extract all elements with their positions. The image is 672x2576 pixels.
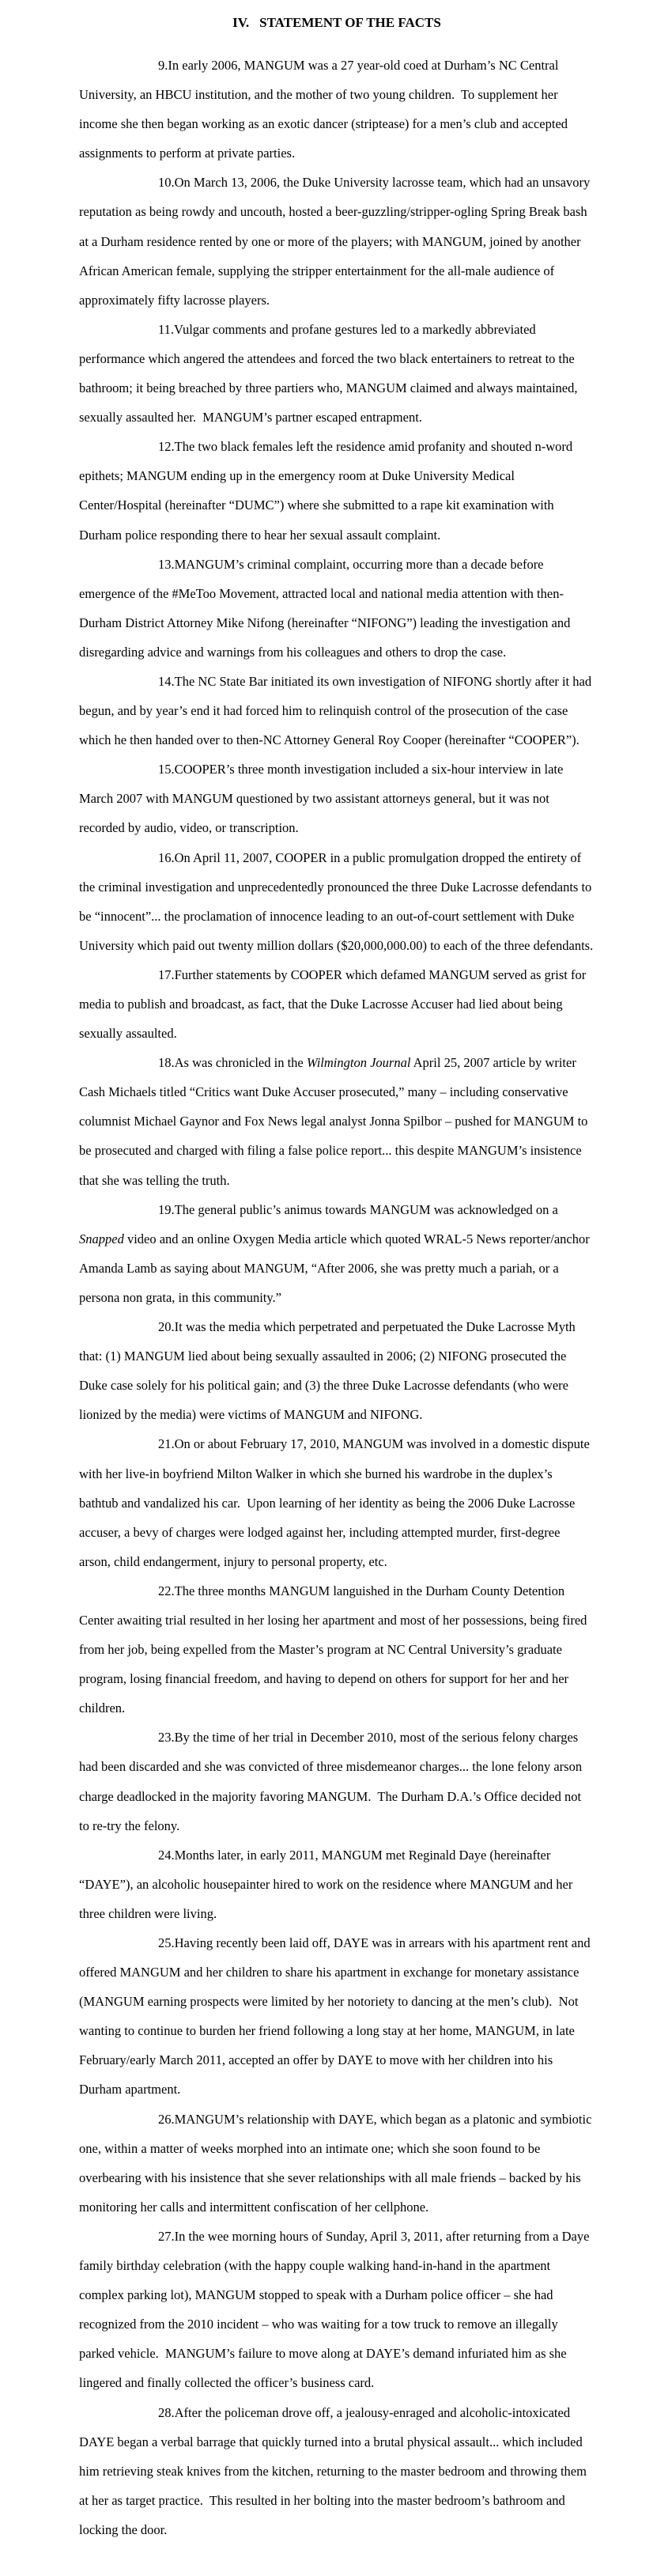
paragraph <box>79 1195 595 1312</box>
text-run: On April 11, 2007, COOPER in a public promulgation dropped the entirety of the criminal investigation and unprecedentedly pronounced the three Duke Lacrosse defendants to be “innocent”... the proclamation of innocence leading to an out-of-court settlement with Duke University which paid out twenty million dollars ($20,000,000.00) to each of the three defendants. <box>79 849 595 953</box>
paragraph-text <box>79 1935 594 2097</box>
text-run: By the time of her trial in December 2010, most of the serious felony charges had been discarded and she was convicted of three misdemeanor charges... the lone felony arson charge deadlocked in the majority favoring MANGUM. The Durham D.A.’s Office decided not to re-try the felony. <box>79 1730 586 1833</box>
text-run: The general public’s animus towards MANGUM was acknowledged on a <box>174 1201 562 1217</box>
text-run: Further statements by COOPER which defamed MANGUM served as grist for media to publish and broadcast, as fact, that the Duke Lacrosse Accuser had lied about being sexually assaulted. <box>79 966 590 1042</box>
italic-text-run: Wilmington Journal <box>306 1055 411 1071</box>
paragraph <box>79 843 595 960</box>
paragraph-number: 16. <box>158 849 175 865</box>
paragraph <box>79 1429 595 1575</box>
paragraph <box>79 1840 595 1928</box>
heading-title: STATEMENT OF THE FACTS <box>259 15 441 30</box>
paragraph <box>79 315 595 432</box>
text-run: Vulgar comments and profane gestures led to a markedly abbreviated performance which angered the attendees and forced the two black entertainers to retreat to the bathroom; it being breached by three partiers who, MANGUM claimed and always maintained, sexually assaulted her. MANGUM’s partner escaped entrapment. <box>79 321 581 426</box>
text-run: As was chronicled in the <box>174 1055 307 1071</box>
text-run: The three months MANGUM languished in the Durham County Detention Center awaiting trial resulted in her losing her apartment and most of her possessions, being fired from her job, being expelled from the Master’s program at NC Central University’s graduate program, losing financial freedom, and having to depend on others for support for her and her children. <box>79 1583 591 1716</box>
paragraph-number: 9. <box>158 58 168 73</box>
heading-number: IV. <box>232 15 250 30</box>
paragraph <box>79 2105 595 2222</box>
paragraph <box>79 2222 595 2398</box>
text-run: video and an online Oxygen Media article which quoted WRAL-5 News reporter/anchor Amanda Lamb as saying about MANGUM, “After 2006, she was pretty much a pariah, or a persona non grata, in this community.” <box>79 1231 592 1305</box>
text-run: The NC State Bar initiated its own investigation of NIFONG shortly after it had begun, and by year’s end it had forced him to relinquish control of the prosecution of the case which he then handed over to then-NC Attorney General Roy Cooper (hereinafter “COOPER”). <box>79 673 595 748</box>
paragraph <box>79 755 595 842</box>
paragraph-number: 12. <box>158 439 175 455</box>
text-run: In the wee morning hours of Sunday, April 3, 2011, after returning from a Daye family birthday celebration (with the happy couple walking hand-in-hand in the apartment complex parking lot), MANGUM stopped to speak with a Durham police officer – she had recognized from the 2010 incident – who was waiting for a tow truck to remove an illegally parked vehicle. MANGUM’s failure to move along at DAYE’s demand infuriated him as she lingered and finally collected the officer’s business card. <box>79 2228 593 2391</box>
paragraph-number: 28. <box>158 2404 175 2420</box>
paragraph-number: 20. <box>158 1319 175 1335</box>
paragraph <box>79 550 595 667</box>
paragraph-number: 24. <box>158 1847 175 1863</box>
paragraph-number: 14. <box>158 673 175 689</box>
text-run: The two black females left the residence amid profanity and shouted n-word epithets; MANGUM ending up in the emergency room at Duke University Medical Center/Hospital (hereinafter “DUMC”) where she submitted to a rape kit examination with Durham police responding there to hear her sexual assault complaint. <box>79 439 576 543</box>
paragraph-number: 19. <box>158 1201 175 1217</box>
paragraph-number: 21. <box>158 1436 175 1452</box>
paragraph-number: 13. <box>158 556 175 572</box>
text-run: After the policeman drove off, a jealousy-enraged and alcoholic-intoxicated DAYE began a verbal barrage that quickly turned into a brutal physical assault... which included him retrieving steak knives from the kitchen, returning to the master bedroom and throwing them at her as target practice. This resulted in her bolting into the master bedroom’s bathroom and locking the door. <box>79 2404 591 2537</box>
paragraph <box>79 51 595 168</box>
paragraph <box>79 667 595 755</box>
paragraph <box>79 2398 595 2544</box>
text-run: It was the media which perpetrated and perpetuated the Duke Lacrosse Myth that: (1) MANGUM lied about being sexually assaulted in 2006; (2) NIFONG prosecuted the Duke case solely for his political gain; and (3) the three Duke Lacrosse defendants (who were lionized by the media) were victims of MANGUM and NIFONG. <box>79 1319 579 1423</box>
text-run: COOPER’s three month investigation included a six-hour interview in late March 2007 with MANGUM questioned by two assistant attorneys general, but it was not recorded by audio, video, or transcription. <box>79 762 567 836</box>
paragraph-number: 22. <box>158 1583 175 1598</box>
paragraph-number: 11. <box>158 321 175 337</box>
paragraph <box>79 960 595 1048</box>
text-run: MANGUM’s relationship with DAYE, which began as a platonic and symbiotic one, within a matter of weeks morphed into an intimate one; which she soon found to be overbearing with his insistence that she sever relationships with all male friends – backed by his monitoring her calls and intermittent confiscation of her cellphone. <box>79 2111 595 2215</box>
text-run: In early 2006, MANGUM was a 27 year-old coed at Durham’s NC Central University, an HBCU institution, and the mother of two young children. To supplement her income she then began working as an exotic dancer (striptease) for a men’s club and accepted assignments to perform at private parties. <box>79 58 572 161</box>
paragraph <box>79 168 595 314</box>
paragraph-number: 15. <box>158 762 175 777</box>
text-run: MANGUM’s criminal complaint, occurring more than a decade before emergence of the #MeToo Movement, attracted local and national media attention with then-Durham District Attorney Mike Nifong (hereinafter “NIFONG”) leading the investigation and disregarding advice and warnings from his colleagues and others to drop the case. <box>79 556 574 660</box>
paragraph <box>79 1312 595 1429</box>
text-run: Having recently been laid off, DAYE was in arrears with his apartment rent and offered MANGUM and her children to share his apartment in exchange for monetary assistance (MANGUM earning prospects were limited by her notoriety to dancing at the men’s club). Not wanting to continue to burden her friend following a long stay at her home, MANGUM, in late February/early March 2011, accepted an offer by DAYE to move with her children into his Durham apartment. <box>79 1935 594 2097</box>
paragraph <box>79 432 595 549</box>
paragraph <box>79 1048 595 1194</box>
paragraph <box>79 1576 595 1723</box>
paragraph-number: 25. <box>158 1935 175 1950</box>
paragraph-text <box>79 2229 593 2390</box>
paragraph-number: 23. <box>158 1730 175 1746</box>
paragraph-number: 18. <box>158 1055 175 1071</box>
paragraph <box>79 1723 595 1840</box>
paragraph-number: 27. <box>158 2228 175 2244</box>
paragraph-number: 26. <box>158 2111 175 2127</box>
text-run: On March 13, 2006, the Duke University lacrosse team, which had an unsavory reputation as being rowdy and uncouth, hosted a beer-guzzling/stripper-ogling Spring Break bash at a Durham residence rented by one or more of the players; with MANGUM, joined by another African American female, supplying the stripper entertainment for the all-male audience of approximately fifty lacrosse players. <box>79 175 594 308</box>
text-run: April 25, 2007 article by writer Cash Michaels titled “Critics want Duke Accuser prosecuted,” many – including conservative columnist Michael Gaynor and Fox News legal analyst Jonna Spilbor – pushed for MANGUM to be prosecuted and charged with filing a false police report... this despite MANGUM’s insistence that she was telling the truth. <box>79 1055 591 1188</box>
section-heading <box>79 8 595 37</box>
text-run: Months later, in early 2011, MANGUM met Reginald Daye (hereinafter “DAYE”), an alcoholic housepainter hired to work on the residence where MANGUM and her three children were living. <box>79 1847 576 1921</box>
italic-text-run: Snapped <box>79 1231 124 1246</box>
paragraph <box>79 1928 595 2105</box>
paragraph-number: 17. <box>158 966 175 982</box>
text-run: On or about February 17, 2010, MANGUM was involved in a domestic dispute with her live-in boyfriend Milton Walker in which she burned his wardrobe in the duplex’s bathtub and vandalized his car. Upon learning of her identity as being the 2006 Duke Lacrosse accuser, a bevy of charges were lodged against her, including attempted murder, first-degree arson, child endangerment, injury to personal property, etc. <box>79 1436 593 1569</box>
paragraph-number: 10. <box>158 175 175 191</box>
paragraph-list <box>79 51 595 2544</box>
